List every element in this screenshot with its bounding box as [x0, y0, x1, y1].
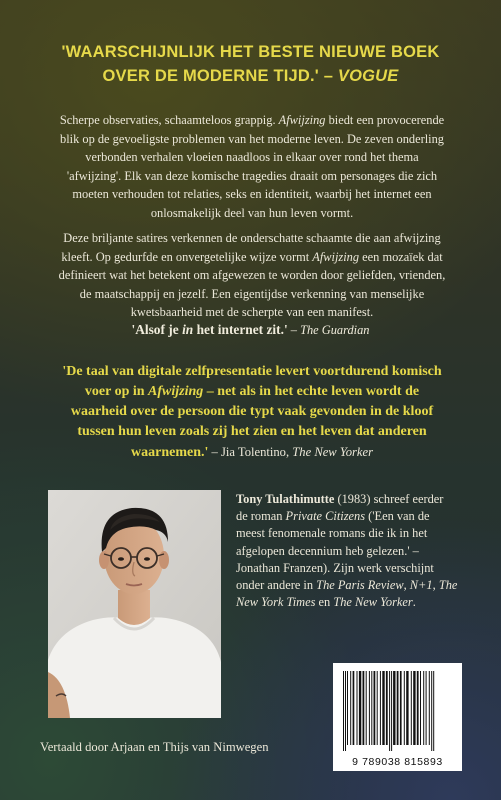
blurb-paragraph-2 [58, 229, 446, 322]
barcode-bar [382, 671, 384, 745]
author-bio [236, 491, 458, 611]
barcode-bar [366, 671, 367, 745]
blurb2-intro: Deze briljante satires verkennen de onderschatte schaamte die aan afwijzing kleeft. Op gedurfde en onvergetelijke wijze vormt [61, 231, 441, 264]
bio-pub2: N+1 [409, 578, 433, 593]
headline-line2: OVER DE MODERNE TIJD.' – [102, 67, 338, 85]
barcode-bar [357, 671, 358, 745]
barcode-bar [369, 671, 370, 745]
barcode-bar [371, 671, 372, 745]
blurb-paragraph-1 [58, 111, 446, 222]
bio-part1: (1983) schreef eerder de roman [236, 492, 444, 524]
bio-pub1: The Paris Review [316, 578, 404, 593]
bio-sep1: , [403, 578, 410, 593]
headline-quote [40, 40, 461, 88]
blurb1-title: Afwijzing [278, 113, 326, 127]
barcode-bar [431, 671, 432, 751]
barcode-bar [393, 671, 395, 745]
blurb2-title: Afwijzing [312, 249, 360, 264]
quote1-text-before: 'Alsof je [131, 322, 183, 337]
barcode-bar [380, 671, 381, 745]
barcode-bar [359, 671, 361, 745]
quote2-text-after: – net als in het echte leven wordt de waarheid over de persoon die typt vaak gevonden in de kloof tussen hun leven zoals zij het zien en het leven dat anderen waarnemen.' [70, 384, 434, 460]
barcode-bar [420, 671, 421, 745]
author-photo [48, 490, 221, 718]
translator-credit: Vertaald door Arjaan en Thijs van Nimwegen [40, 740, 269, 754]
barcode-bar [386, 671, 388, 745]
isbn-number: 9 789038 815893 [352, 756, 443, 768]
barcode-bar [426, 671, 427, 745]
barcode-bar [433, 671, 434, 751]
barcode-bar [400, 671, 402, 745]
new-yorker-quote [62, 362, 442, 463]
quote2-attribution-name: – Jia Tolentino, [208, 445, 293, 459]
barcode-bar [429, 671, 430, 745]
barcode-bar [406, 671, 408, 745]
author-name: Tony Tulathimutte [236, 492, 335, 506]
barcode-bar [404, 671, 405, 745]
bio-part2: ('Een van de meest fenomenale romans die ik in het afgelopen decennium heb gelezen.' – Jonathan Franzen). Zijn werk verschijnt onder andere in [236, 509, 434, 593]
blurb1-intro: Scherpe observaties, schaamteloos grappig. [59, 113, 279, 127]
quote1-text-after: het internet zit.' [193, 322, 288, 337]
barcode-bar [353, 671, 355, 745]
bio-sep2: , [432, 578, 439, 593]
barcode-bar [347, 671, 348, 745]
barcode-bar [363, 671, 365, 745]
barcode-bar [391, 671, 392, 751]
barcode-bar [411, 671, 412, 745]
bio-sep3: en [315, 595, 334, 610]
bio-end: . [412, 595, 416, 610]
barcode-bar [389, 671, 390, 751]
quote1-text-em: in [182, 322, 194, 337]
blurb2-rest: een mozaïek dat definieert wat het betekent om afgewezen te worden door geliefden, vrienden, de maatschappij en jezelf. Een eigentijdse verkenning van menselijke kwetsbaarheid met de scherpte van een manifest. [58, 249, 446, 319]
barcode-bars [333, 663, 462, 755]
quote1-attribution: The Guardian [300, 323, 370, 337]
barcode-bar [377, 671, 378, 745]
quote1-dash: – [287, 323, 301, 337]
bio-pub3: The New York Times [236, 578, 458, 610]
barcode-bar [413, 671, 415, 745]
barcode-bar [423, 671, 424, 745]
headline-source: VOGUE [337, 67, 399, 85]
barcode-bar [343, 671, 344, 751]
isbn-barcode [333, 663, 462, 771]
bio-novel: Private Citizens [285, 509, 366, 524]
guardian-quote [40, 321, 461, 339]
barcode-bar [350, 671, 351, 745]
quote2-title: Afwijzing [148, 384, 204, 399]
headline-line1: 'WAARSCHIJNLIJK HET BESTE NIEUWE BOEK [61, 43, 440, 61]
barcode-bar [345, 671, 346, 751]
barcode-bar [417, 671, 419, 745]
quote2-attribution-pub: The New Yorker [292, 445, 373, 459]
bio-pub4: The New Yorker [333, 595, 413, 610]
blurb1-rest: biedt een provocerende blik op de gevoeligste problemen van het moderne leven. De zeven onderling verbonden verhalen vloeien naadloos in elkaar over rond het thema 'afwijzing'. Elk van deze komische tragedies draait om personages die zich moeten verhouden tot relaties, seks en identiteit, waarbij het internet een onlosmakelijk deel van hun leven vormt. [60, 113, 445, 220]
barcode-bar [374, 671, 376, 745]
author-portrait-illustration [48, 490, 221, 718]
quote2-text-before: 'De taal van digitale zelfpresentatie levert voortdurend komisch voer op in [62, 364, 442, 399]
barcode-bar [397, 671, 399, 745]
